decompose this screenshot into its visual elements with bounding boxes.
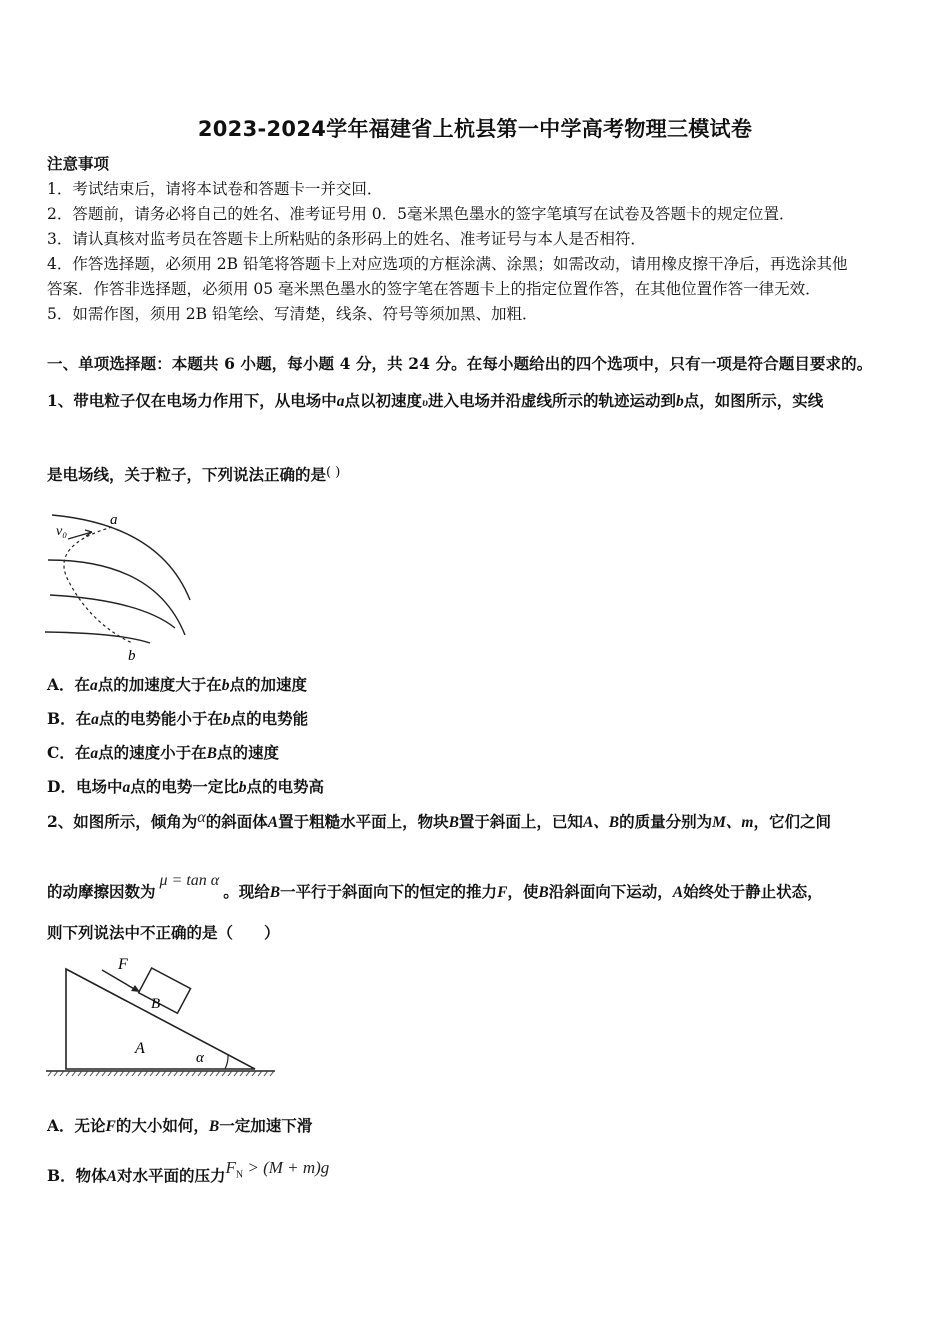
q2-option-b[interactable]: B．物体A对水平面的压力$F_N > (M + m)g$ bbox=[47, 1158, 330, 1185]
angle-arc bbox=[225, 1054, 228, 1069]
q1-field-figure bbox=[40, 505, 200, 665]
page-title: 2023-2024学年福建省上杭县第一中学高考物理三模试卷 bbox=[197, 117, 753, 141]
label-v0: v₀ bbox=[56, 524, 68, 539]
notice-item-1: 1．考试结束后，请将本试卷和答题卡一并交回． bbox=[47, 180, 383, 198]
label-b-block: B bbox=[151, 996, 161, 1012]
notice-item-5: 5．如需作图，须用 2B 铅笔绘、写清楚，线条、符号等须加黑、加粗． bbox=[47, 305, 538, 323]
label-a: a bbox=[110, 512, 118, 528]
label-b: b bbox=[128, 648, 136, 664]
notice-item-3: 3．请认真核对监考员在答题卡上所粘贴的条形码上的姓名、准考证号与本人是否相符． bbox=[47, 230, 646, 248]
notice-item-2: 2．答题前，请务必将自己的姓名、准考证号用 0．5毫米黑色墨水的签字笔填写在试卷及答题卡的规定位置． bbox=[47, 205, 795, 223]
notice-item-4: 4．作答选择题，必须用 2B 铅笔将答题卡上对应选项的方框涂满、涂黑；如需改动，请用橡皮擦干净后，再选涂其他 bbox=[47, 255, 848, 273]
q1-stem-line1: 1、带电粒子仅在电场力作用下，从电场中a点以初速度υ进入电场并沿虚线所示的轨迹运动到b点，如图所示，实线 bbox=[47, 391, 824, 410]
field-line-2 bbox=[48, 560, 185, 635]
q1-option-b[interactable]: B．在a点的电势能小于在b点的电势能 bbox=[47, 709, 309, 728]
notice-item-4-cont: 答案．作答非选择题，必须用 05 毫米黑色墨水的签字笔在答题卡上的指定位置作答，在其他位置作答一律无效． bbox=[47, 280, 821, 298]
section-heading: 一、单项选择题：本题共 6 小题，每小题 4 分，共 24 分。在每小题给出的四个选项中，只有一项是符合题目要求的。 bbox=[47, 354, 873, 373]
trajectory-dashed bbox=[64, 527, 132, 643]
q1-option-c[interactable]: C．在a点的速度小于在B点的速度 bbox=[47, 743, 279, 762]
q2-stem-line2: 的动摩擦因数为μ = tan α。现给B一平行于斜面向下的恒定的推力F，使B沿斜面向下运动，A始终处于静止状态， bbox=[47, 872, 823, 901]
q2-incline-figure bbox=[40, 950, 280, 1080]
field-line-1 bbox=[52, 515, 190, 600]
q1-stem-line2: 是电场线，关于粒子，下列说法正确的是( ) bbox=[47, 465, 341, 484]
field-line-4 bbox=[45, 632, 150, 643]
q1-option-a[interactable]: A．在a点的加速度大于在b点的加速度 bbox=[47, 675, 308, 694]
notice-heading: 注意事项 bbox=[47, 154, 110, 173]
force-arrow bbox=[102, 970, 136, 990]
field-line-3 bbox=[50, 595, 175, 628]
block-b bbox=[139, 968, 191, 1013]
label-f: F bbox=[118, 956, 128, 973]
q2-stem-line1: 2、如图所示，倾角为α的斜面体A置于粗糙水平面上，物块B置于斜面上，已知A、B的质量分别为M、m，它们之间 bbox=[47, 809, 831, 831]
label-alpha: α bbox=[196, 1050, 204, 1066]
q1-option-d[interactable]: D．电场中a点的电势一定比b点的电势高 bbox=[47, 777, 324, 796]
q2-option-a[interactable]: A．无论F的大小如何，B一定加速下滑 bbox=[47, 1116, 313, 1135]
label-a-incline: A bbox=[135, 1040, 145, 1057]
q2-stem-line3: 则下列说法中不正确的是（ ） bbox=[47, 923, 280, 942]
